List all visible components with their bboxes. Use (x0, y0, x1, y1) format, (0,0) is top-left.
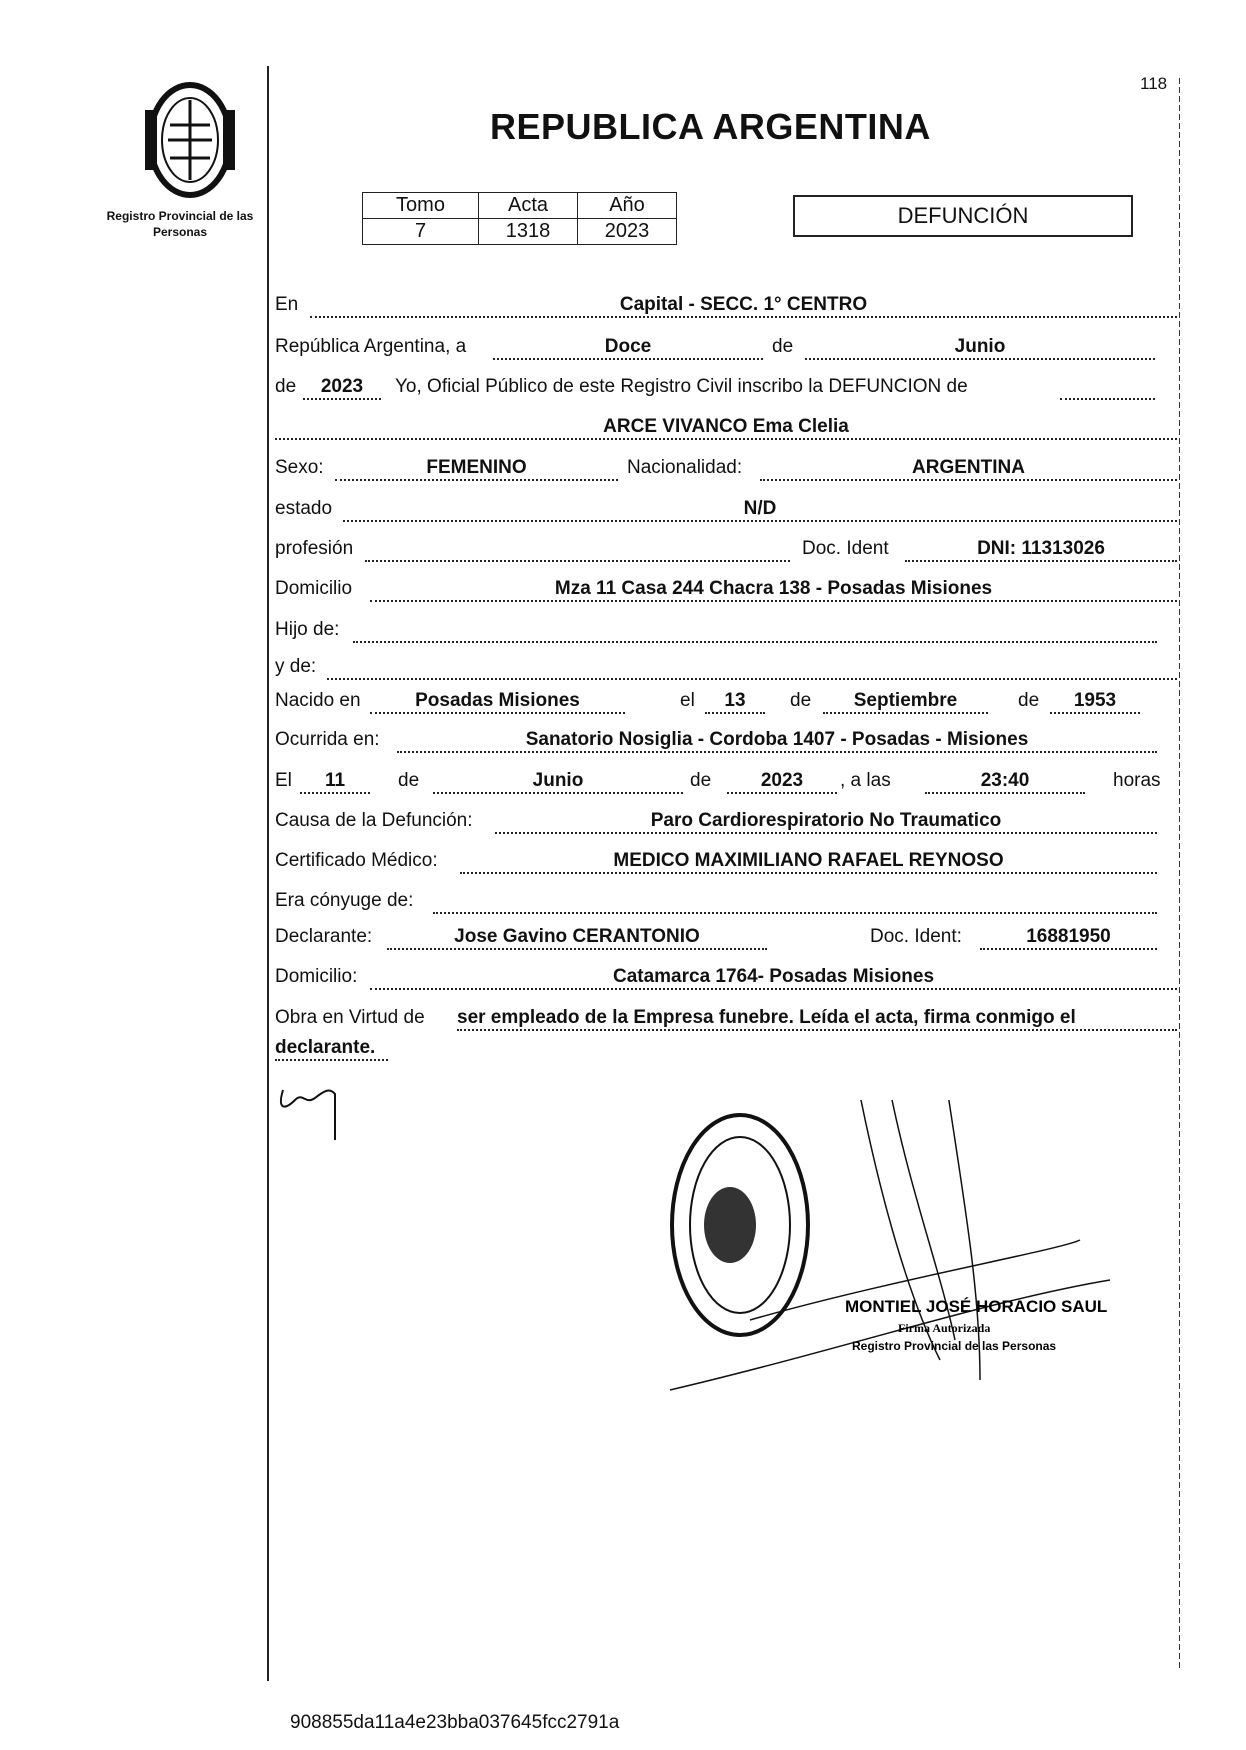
row-obra2 (275, 1033, 1177, 1063)
declarant-address-field: Catamarca 1764- Posadas Misiones (370, 962, 1177, 990)
row-profesion (275, 534, 1177, 564)
right-margin-line (1179, 78, 1180, 1668)
nationality-field: ARGENTINA (760, 453, 1177, 481)
label: República Argentina, a (275, 336, 467, 357)
row-sexo (275, 453, 1177, 483)
label: El (275, 770, 292, 791)
row-declarante (275, 922, 1177, 952)
time-field: 23:40 (925, 766, 1085, 794)
death-year-field: 2023 (727, 766, 837, 794)
row-domicilio (275, 574, 1177, 604)
birthplace-field: Posadas Misiones (370, 686, 625, 714)
row-obra (275, 1003, 1177, 1033)
provincial-seal-logo (120, 80, 260, 200)
label: Hijo de: (275, 619, 340, 640)
header-tomo: Tomo (363, 193, 479, 219)
label: y de: (275, 656, 317, 677)
parent2-field (327, 652, 1177, 680)
sex-field: FEMENINO (335, 453, 618, 481)
value-anio: 2023 (578, 219, 677, 245)
label: Domicilio (275, 578, 353, 599)
header-anio: Año (578, 193, 677, 219)
signer-org: Registro Provincial de las Personas (852, 1339, 1057, 1353)
deceased-name-field: ARCE VIVANCO Ema Clelia (275, 412, 1177, 440)
label: Sexo: (275, 457, 324, 478)
row-date (275, 332, 1177, 362)
label: Era cónyuge de: (275, 890, 414, 911)
marital-status-field: N/D (343, 494, 1177, 522)
statement-text: Yo, Oficial Público de este Registro Civil inscribo la DEFUNCION de (395, 376, 968, 397)
page-number: 118 (1140, 74, 1168, 93)
label: horas (1113, 770, 1161, 791)
signer-name: MONTIEL JOSÉ HORACIO SAUL (845, 1297, 1108, 1316)
label: Domicilio: (275, 966, 358, 987)
death-month-field: Junio (433, 766, 683, 794)
header-acta: Acta (479, 193, 578, 219)
reason-field-cont: declarante. (275, 1033, 388, 1061)
row-en (275, 290, 1177, 320)
birth-month-field: Septiembre (823, 686, 988, 714)
label: de (690, 770, 712, 791)
label: de (790, 690, 812, 711)
row-death-date (275, 766, 1177, 796)
label: Certificado Médico: (275, 850, 438, 871)
row-certificado (275, 846, 1177, 876)
spouse-field (433, 886, 1157, 914)
row-estado (275, 494, 1177, 524)
label: profesión (275, 538, 354, 559)
label: En (275, 294, 299, 315)
day-field: Doce (493, 332, 763, 360)
address-field: Mza 11 Casa 244 Chacra 138 - Posadas Misiones (370, 574, 1177, 602)
label: Obra en Virtud de (275, 1007, 425, 1028)
declarant-field: Jose Gavino CERANTONIO (387, 922, 767, 950)
org-name: Registro Provincial de las Personas (106, 209, 254, 239)
row-ocurrida (275, 725, 1177, 755)
label: Doc. Ident: (870, 926, 962, 947)
label: de (275, 376, 297, 397)
doctor-field: MEDICO MAXIMILIANO RAFAEL REYNOSO (460, 846, 1157, 874)
label: de (1018, 690, 1040, 711)
label: estado (275, 498, 333, 519)
row-conyuge (275, 886, 1177, 916)
label: Ocurrida en: (275, 729, 380, 750)
month-field: Junio (805, 332, 1155, 360)
label: el (680, 690, 695, 711)
value-tomo: 7 (363, 219, 479, 245)
page-title: REPUBLICA ARGENTINA (490, 106, 931, 147)
profession-field (365, 534, 790, 562)
row-hijo (275, 615, 1177, 645)
cause-field: Paro Cardiorespiratorio No Traumatico (495, 806, 1157, 834)
declarant-signature (275, 1070, 375, 1140)
death-place-field: Sanatorio Nosiglia - Cordoba 1407 - Posadas - Misiones (397, 725, 1157, 753)
birth-year-field: 1953 (1050, 686, 1140, 714)
parent1-field (353, 615, 1157, 643)
death-day-field: 11 (300, 766, 370, 794)
register-table (362, 192, 677, 245)
label: Nacionalidad: (627, 457, 743, 478)
row-deceased (275, 412, 1177, 442)
declarant-doc-field: 16881950 (980, 922, 1157, 950)
document-hash: 908855da11a4e23bba037645fcc2791a (290, 1712, 620, 1733)
record-type-box: DEFUNCIÓN (793, 195, 1133, 237)
left-margin-line (267, 66, 269, 1681)
label: Causa de la Defunción: (275, 810, 473, 831)
row-causa (275, 806, 1177, 836)
year-field: 2023 (303, 372, 381, 400)
row-domicilio2 (275, 962, 1177, 992)
row-year (275, 372, 1177, 402)
label: Doc. Ident (802, 538, 889, 559)
blank-field (1060, 372, 1155, 400)
official-stamp-and-signature (640, 1100, 1130, 1400)
row-yde (275, 652, 1177, 682)
label: de (398, 770, 420, 791)
birth-day-field: 13 (705, 686, 765, 714)
signer-role: Firma Autorizada (898, 1321, 991, 1335)
place-field: Capital - SECC. 1° CENTRO (310, 290, 1177, 318)
row-nacido (275, 686, 1177, 716)
doc-field: DNI: 11313026 (905, 534, 1177, 562)
reason-field: ser empleado de la Empresa funebre. Leída el acta, firma conmigo el (457, 1003, 1177, 1031)
label: , a las (840, 770, 891, 791)
value-acta: 1318 (479, 219, 578, 245)
label: Declarante: (275, 926, 373, 947)
label: Nacido en (275, 690, 361, 711)
label: de (772, 336, 794, 357)
